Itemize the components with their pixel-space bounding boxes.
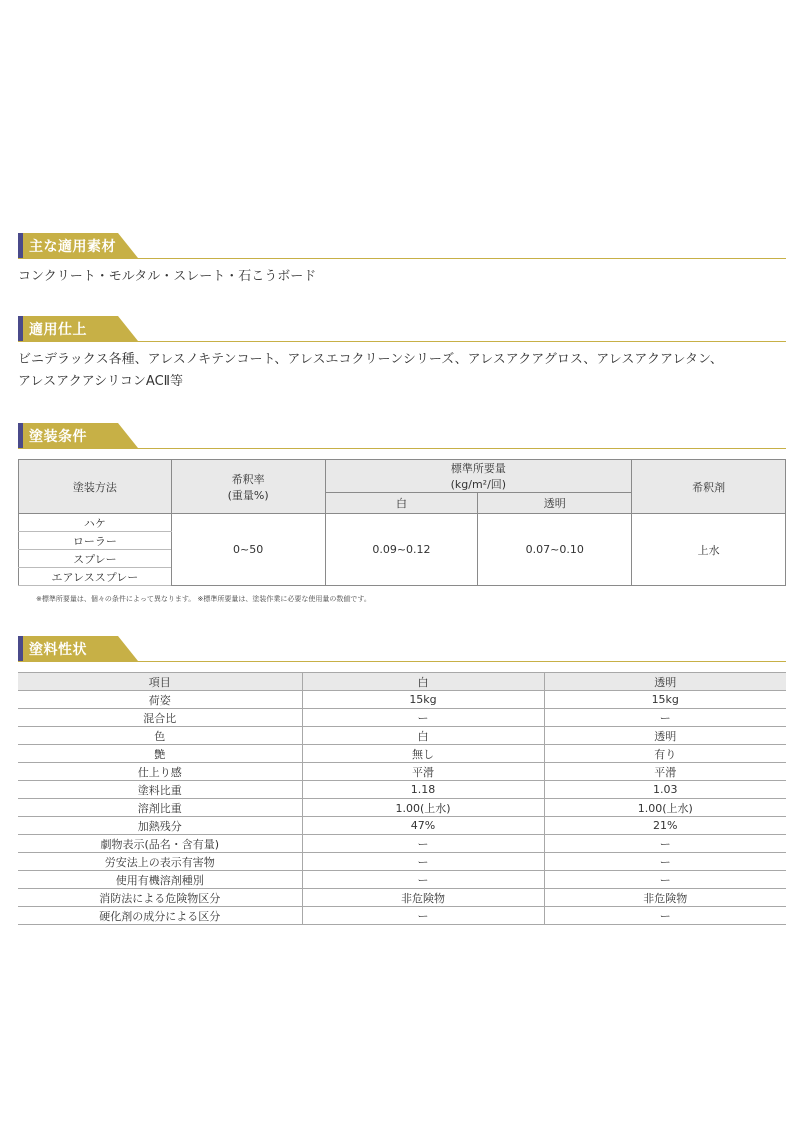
property-label: 艶 [18, 745, 302, 763]
header-white: 白 [302, 673, 544, 691]
section-header-accent [18, 233, 23, 258]
white-value: 47% [302, 817, 544, 835]
header-clear: 透明 [478, 493, 632, 514]
property-label: 溶剤比重 [18, 799, 302, 817]
white-value: 平滑 [302, 763, 544, 781]
section-header-finishes [18, 316, 786, 342]
white-value: ー [302, 853, 544, 871]
property-label: 労安法上の表示有害物 [18, 853, 302, 871]
clear-value: ー [544, 871, 786, 889]
table-row [18, 907, 786, 925]
clear-value: 1.03 [544, 781, 786, 799]
section-rule [18, 661, 786, 662]
header-dilution-line-2: (重量%) [227, 488, 269, 502]
white-value: 白 [302, 727, 544, 745]
property-label: 加熱残分 [18, 817, 302, 835]
table-row [18, 889, 786, 907]
clear-value: ー [544, 907, 786, 925]
property-label: 色 [18, 727, 302, 745]
clear-value: 0.07~0.10 [478, 514, 632, 586]
white-value: ー [302, 871, 544, 889]
header-coverage-line-1: 標準所要量 [450, 462, 506, 475]
table-row [18, 691, 786, 709]
section-title: 塗料性状 [29, 642, 87, 658]
section-header-accent [18, 316, 23, 341]
clear-value: 1.00(上水) [544, 799, 786, 817]
section-title: 主な適用素材 [29, 239, 116, 255]
property-label: 消防法による危険物区分 [18, 889, 302, 907]
properties-table [18, 672, 786, 925]
thinner-value: 上水 [632, 514, 786, 586]
property-label: 塗料比重 [18, 781, 302, 799]
property-label: 仕上り感 [18, 763, 302, 781]
section-rule [18, 341, 786, 342]
property-label: 混合比 [18, 709, 302, 727]
white-value: ー [302, 907, 544, 925]
table-row [18, 763, 786, 781]
table-row [18, 781, 786, 799]
section-header-conditions [18, 423, 786, 449]
section-rule [18, 258, 786, 259]
header-clear: 透明 [544, 673, 786, 691]
clear-value: 有り [544, 745, 786, 763]
white-value: 1.18 [302, 781, 544, 799]
white-value: ー [302, 709, 544, 727]
header-item: 項目 [18, 673, 302, 691]
coverage-note: ※標準所要量は、個々の条件によって異なります。 ※標準所要量は、塗装作業に必要な使用量の数値です。 [36, 595, 371, 603]
method-cell: ローラー [19, 532, 172, 550]
white-value: 0.09~0.12 [325, 514, 478, 586]
clear-value: 非危険物 [544, 889, 786, 907]
materials-text: コンクリート・モルタル・スレート・石こうボード [18, 269, 317, 284]
header-dilution-line-1: 希釈率 [231, 472, 265, 486]
white-value: 無し [302, 745, 544, 763]
table-row [18, 709, 786, 727]
white-value: 1.00(上水) [302, 799, 544, 817]
section-title: 塗装条件 [29, 429, 87, 445]
section-header-accent [18, 636, 23, 661]
table-row [18, 727, 786, 745]
dilution-value: 0~50 [171, 514, 325, 586]
clear-value: 15kg [544, 691, 786, 709]
table-row [18, 745, 786, 763]
section-rule [18, 448, 786, 449]
header-coverage [325, 460, 632, 493]
table-row [18, 853, 786, 871]
table-row [18, 871, 786, 889]
clear-value: 21% [544, 817, 786, 835]
section-header-accent [18, 423, 23, 448]
white-value: ー [302, 835, 544, 853]
header-coverage-line-2: (kg/m²/回) [450, 478, 507, 491]
clear-value: ー [544, 709, 786, 727]
header-white: 白 [325, 493, 478, 514]
header-method: 塗装方法 [19, 460, 172, 514]
method-cell: ハケ [19, 514, 172, 532]
section-header-properties [18, 636, 786, 662]
property-label: 硬化剤の成分による区分 [18, 907, 302, 925]
property-label: 使用有機溶剤種別 [18, 871, 302, 889]
header-thinner: 希釈剤 [632, 460, 786, 514]
section-header-materials [18, 233, 786, 259]
white-value: 非危険物 [302, 889, 544, 907]
method-cell: エアレススプレー [19, 568, 172, 586]
white-value: 15kg [302, 691, 544, 709]
method-cell: スプレー [19, 550, 172, 568]
properties-table-body [18, 691, 786, 925]
finishes-line-2: アレスアクアシリコンACⅡ等 [18, 374, 184, 389]
clear-value: 透明 [544, 727, 786, 745]
conditions-table [18, 459, 786, 586]
table-row [18, 817, 786, 835]
clear-value: ー [544, 853, 786, 871]
clear-value: 平滑 [544, 763, 786, 781]
property-label: 劇物表示(品名・含有量) [18, 835, 302, 853]
finishes-line-1: ビニデラックス各種、アレスノキテンコート、アレスエコクリーンシリーズ、アレスアクアグロス、アレスアクアレタン、 [18, 352, 723, 367]
clear-value: ー [544, 835, 786, 853]
header-dilution [171, 460, 325, 514]
table-row [18, 835, 786, 853]
section-title: 適用仕上 [29, 322, 87, 338]
property-label: 荷姿 [18, 691, 302, 709]
table-row [18, 799, 786, 817]
